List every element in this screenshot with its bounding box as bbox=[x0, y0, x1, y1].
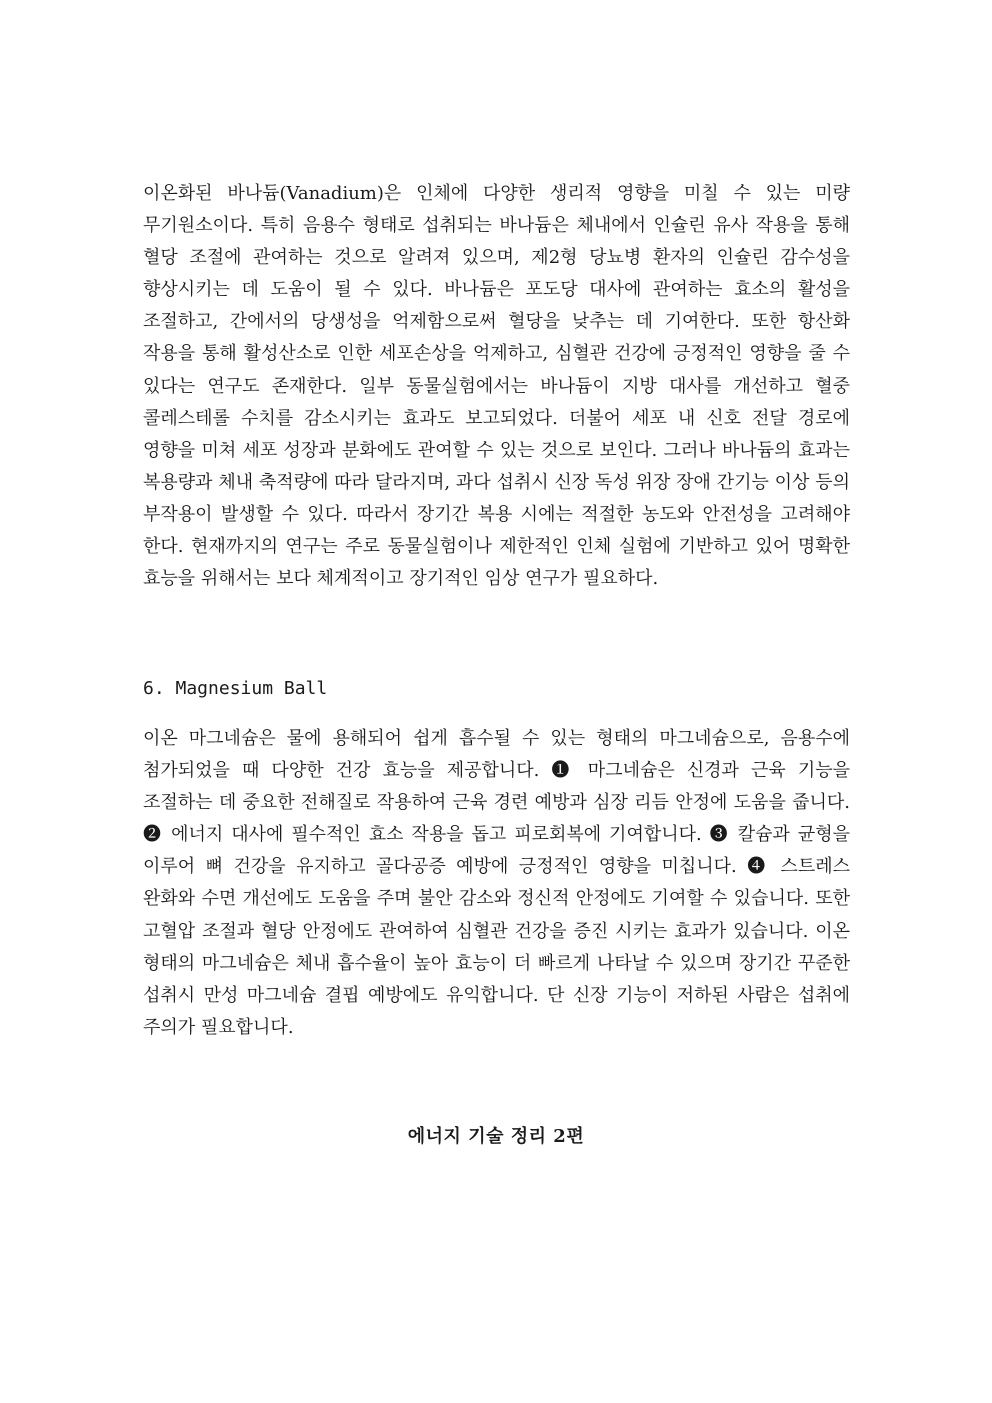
footer-title: 에너지 기술 정리 2편 bbox=[407, 1126, 585, 1147]
vanadium-paragraph: 이온화된 바나듐(Vanadium)은 인체에 다양한 생리적 영향을 미칠 수 있는 미량 무기원소이다. 특히 음용수 형태로 섭취되는 바나듐은 체내에서 인슐린 유사 작용을 통해 혈당 조절에 관여하는 것으로 알려져 있으며, 제2형 당뇨병 환자의 인슐린 감수성을 향상시키는 데 도움이 될 수 있다. 바나듐은 포도당 대사에 관여하는 효소의 활성을 조절하고, 간에서의 당생성을 억제함으로써 혈당을 낮추는 데 기여한다. 또한 항산화 작용을 통해 활성산소로 인한 세포손상을 억제하고, 심혈관 건강에 긍정적인 영향을 줄 수 있다는 연구도 존재한다. 일부 동물실험에서는 바나듐이 지방 대사를 개선하고 혈중 콜레스테롤 수치를 감소시키는 효과도 보고되었다. 더불어 세포 내 신호 전달 경로에 영향을 미쳐 세포 성장과 분화에도 관여할 수 있는 것으로 보인다. 그러나 바나듐의 효과는 복용량과 체내 축적량에 따라 달라지며, 과다 섭취시 신장 독성 위장 장애 간기능 이상 등의 부작용이 발생할 수 있다. 따라서 장기간 복용 시에는 적절한 농도와 안전성을 고려해야 한다. 현재까지의 연구는 주로 동물실험이나 제한적인 인체 실험에 기반하고 있어 명확한 효능을 위해서는 보다 체계적이고 장기적인 임상 연구가 필요하다. bbox=[143, 183, 850, 590]
section-heading: 6. Magnesium Ball bbox=[143, 678, 328, 699]
magnesium-paragraph: 이온 마그네슘은 물에 용해되어 쉽게 흡수될 수 있는 형태의 마그네슘으로, 음용수에 첨가되었을 때 다양한 건강 효능을 제공합니다. ❶ 마그네슘은 신경과 근육 기능을 조절하는 데 중요한 전해질로 작용하여 근육 경련 예방과 심장 리듬 안정에 도움을 줍니다. ❷ 에너지 대사에 필수적인 효소 작용을 돕고 피로회복에 기여합니다. ❸ 칼슘과 균형을 이루어 뼈 건강을 유지하고 골다공증 예방에 긍정적인 영향을 미칩니다. ❹ 스트레스 완화와 수면 개선에도 도움을 주며 불안 감소와 정신적 안정에도 기여할 수 있습니다. 또한 고혈압 조절과 혈당 안정에도 관여하여 심혈관 건강을 증진 시키는 효과가 있습니다. 이온 형태의 마그네슘은 체내 흡수율이 높아 효능이 더 빠르게 나타날 수 있으며 장기간 꾸준한 섭취시 만성 마그네슘 결핍 예방에도 유익합니다. 단 신장 기능이 저하된 사람은 섭취에 주의가 필요합니다. bbox=[143, 728, 850, 1038]
